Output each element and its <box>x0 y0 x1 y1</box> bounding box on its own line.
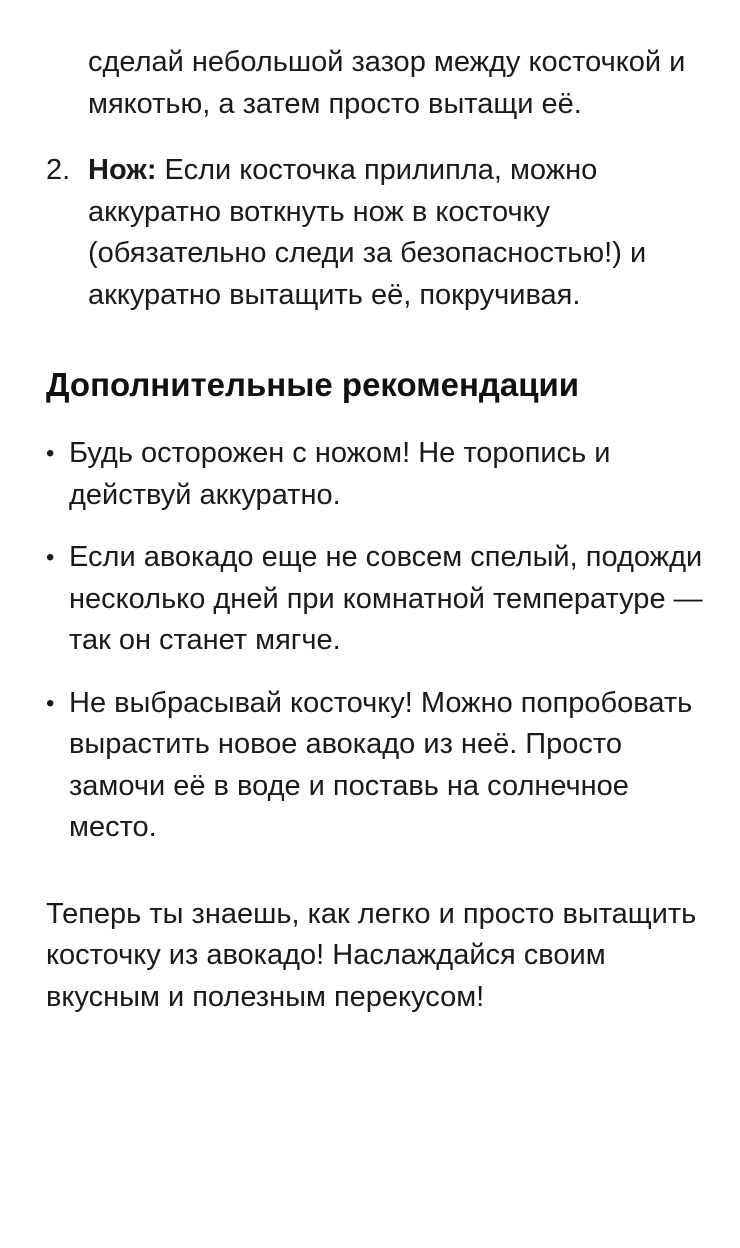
step-2-body <box>88 150 706 316</box>
list-item-text: Будь осторожен с ножом! Не торопись и действуй аккуратно. <box>69 437 611 511</box>
step-2-number: 2. <box>46 154 71 186</box>
list-item-text: Если авокадо еще не совсем спелый, подожди несколько дней при комнатной температуре — так он станет мягче. <box>69 541 703 656</box>
list-item <box>46 433 706 516</box>
recommendations-list <box>46 433 706 849</box>
step-2-item <box>46 150 706 316</box>
closing-paragraph: Теперь ты знаешь, как легко и просто вытащить косточку из авокадо! Наслаждайся своим вкусным и полезным перекусом! <box>46 897 697 1013</box>
recommendations-heading: Дополнительные рекомендации <box>46 366 580 403</box>
step-2-text: Если косточка прилипла, можно аккуратно воткнуть нож в косточку (обязательно следи за безопасностью!) и аккуратно вытащить её, покручивая. <box>88 154 647 311</box>
bullet-icon: • <box>46 544 55 571</box>
step-1-continuation: сделай небольшой зазор между косточкой и мякотью, а затем просто вытащи её. <box>88 46 686 120</box>
list-item <box>46 537 706 662</box>
bullet-icon: • <box>46 689 55 717</box>
message-content <box>46 42 706 1018</box>
list-item <box>46 683 706 849</box>
list-item-text: Не выбрасывай косточку! Можно попробовать вырастить новое авокадо из неё. Просто замочи её в воде и поставь на солнечное место. <box>69 686 693 843</box>
step-2-label: Нож: <box>88 154 157 186</box>
bullet-icon: • <box>46 440 55 467</box>
